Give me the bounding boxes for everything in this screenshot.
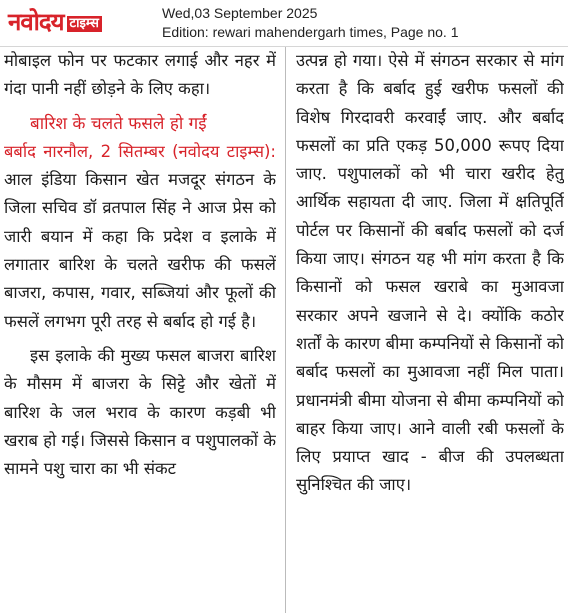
body-paragraph-1-text: आल इंडिया किसान खेत मजदूर संगठन के जिला सचिव डॉ व्रतपाल सिंह ने आज प्रेस को जारी बयान में कहा कि प्रदेश व इलाके में लगातार बारिश के चलते खरीफ की फसलें बाजरा, कपास, गवार, सब्जियां और फूलों की फसलें लगभग पूरी तरह से बर्बाद हो गई है। [4, 170, 276, 331]
column-divider [285, 47, 286, 613]
newspaper-logo [8, 6, 138, 36]
page-header [0, 0, 568, 47]
left-column [4, 47, 276, 613]
body-paragraph-1 [4, 138, 276, 336]
right-column [296, 47, 564, 613]
article-columns [0, 47, 568, 613]
article-headline: बारिश के चलते फसले हो गईं [30, 113, 207, 134]
edition-info: Edition: rewari mahendergarh times, Page no. 1 [162, 24, 459, 40]
continued-paragraph: उत्पन्न हो गया। ऐसे में संगठन सरकार से मांग करता है कि बर्बाद हुई खरीफ फसलों की विशेष गिरदावरी करवाईं जाए. और बर्बाद फसलों का प्रति एकड़ 50,000 रूपए दिया जाए. पशुपालकों को भी चारा खरीद हेतु आर्थिक सहायता दी जाए. जिला में क्षतिपूर्ति पोर्टल पर किसानों की बर्बाद फसलों को दर्ज किया जाए। संगठन यह भी मांग करता है कि किसानों को फसल खराबे का मुआवजा सरकार अपने खजाने से दे। क्योंकि कठोर शर्तों के कारण बीमा कम्पनियों से किसानों को बर्बाद फसलों का मुआवजा नहीं मिल पाता। प्रधानमंत्री बीमा योजना से बीमा कम्पनियों को बाहर किया जाए। आने वाली रबी फसलों के लिए प्रयाप्त खाद - बीज की उपलब्धता सुनिश्चित की जाए। [296, 51, 564, 495]
edition-meta [162, 4, 459, 42]
logo-main-text: नवोदय [8, 8, 64, 36]
article-dateline: बर्बाद नारनौल, 2 सितम्बर (नवोदय टाइम्स): [4, 141, 276, 161]
body-paragraph-2: इस इलाके की मुख्य फसल बाजरा बारिश के मौसम में बाजरा के सिट्टे और खेतों में बारिश के जल भराव के कारण कड़बी भी खराब हो गई। जिससे किसान व पशुपालकों के सामने पशु चारा का भी संकट [4, 345, 276, 479]
intro-paragraph: मोबाइल फोन पर फटकार लगाई और नहर में गंदा पानी नहीं छोड़ने के लिए कहा। [4, 51, 276, 99]
issue-date: Wed,03 September 2025 [162, 5, 318, 21]
logo-sub-text: टाइम्स [67, 16, 102, 32]
